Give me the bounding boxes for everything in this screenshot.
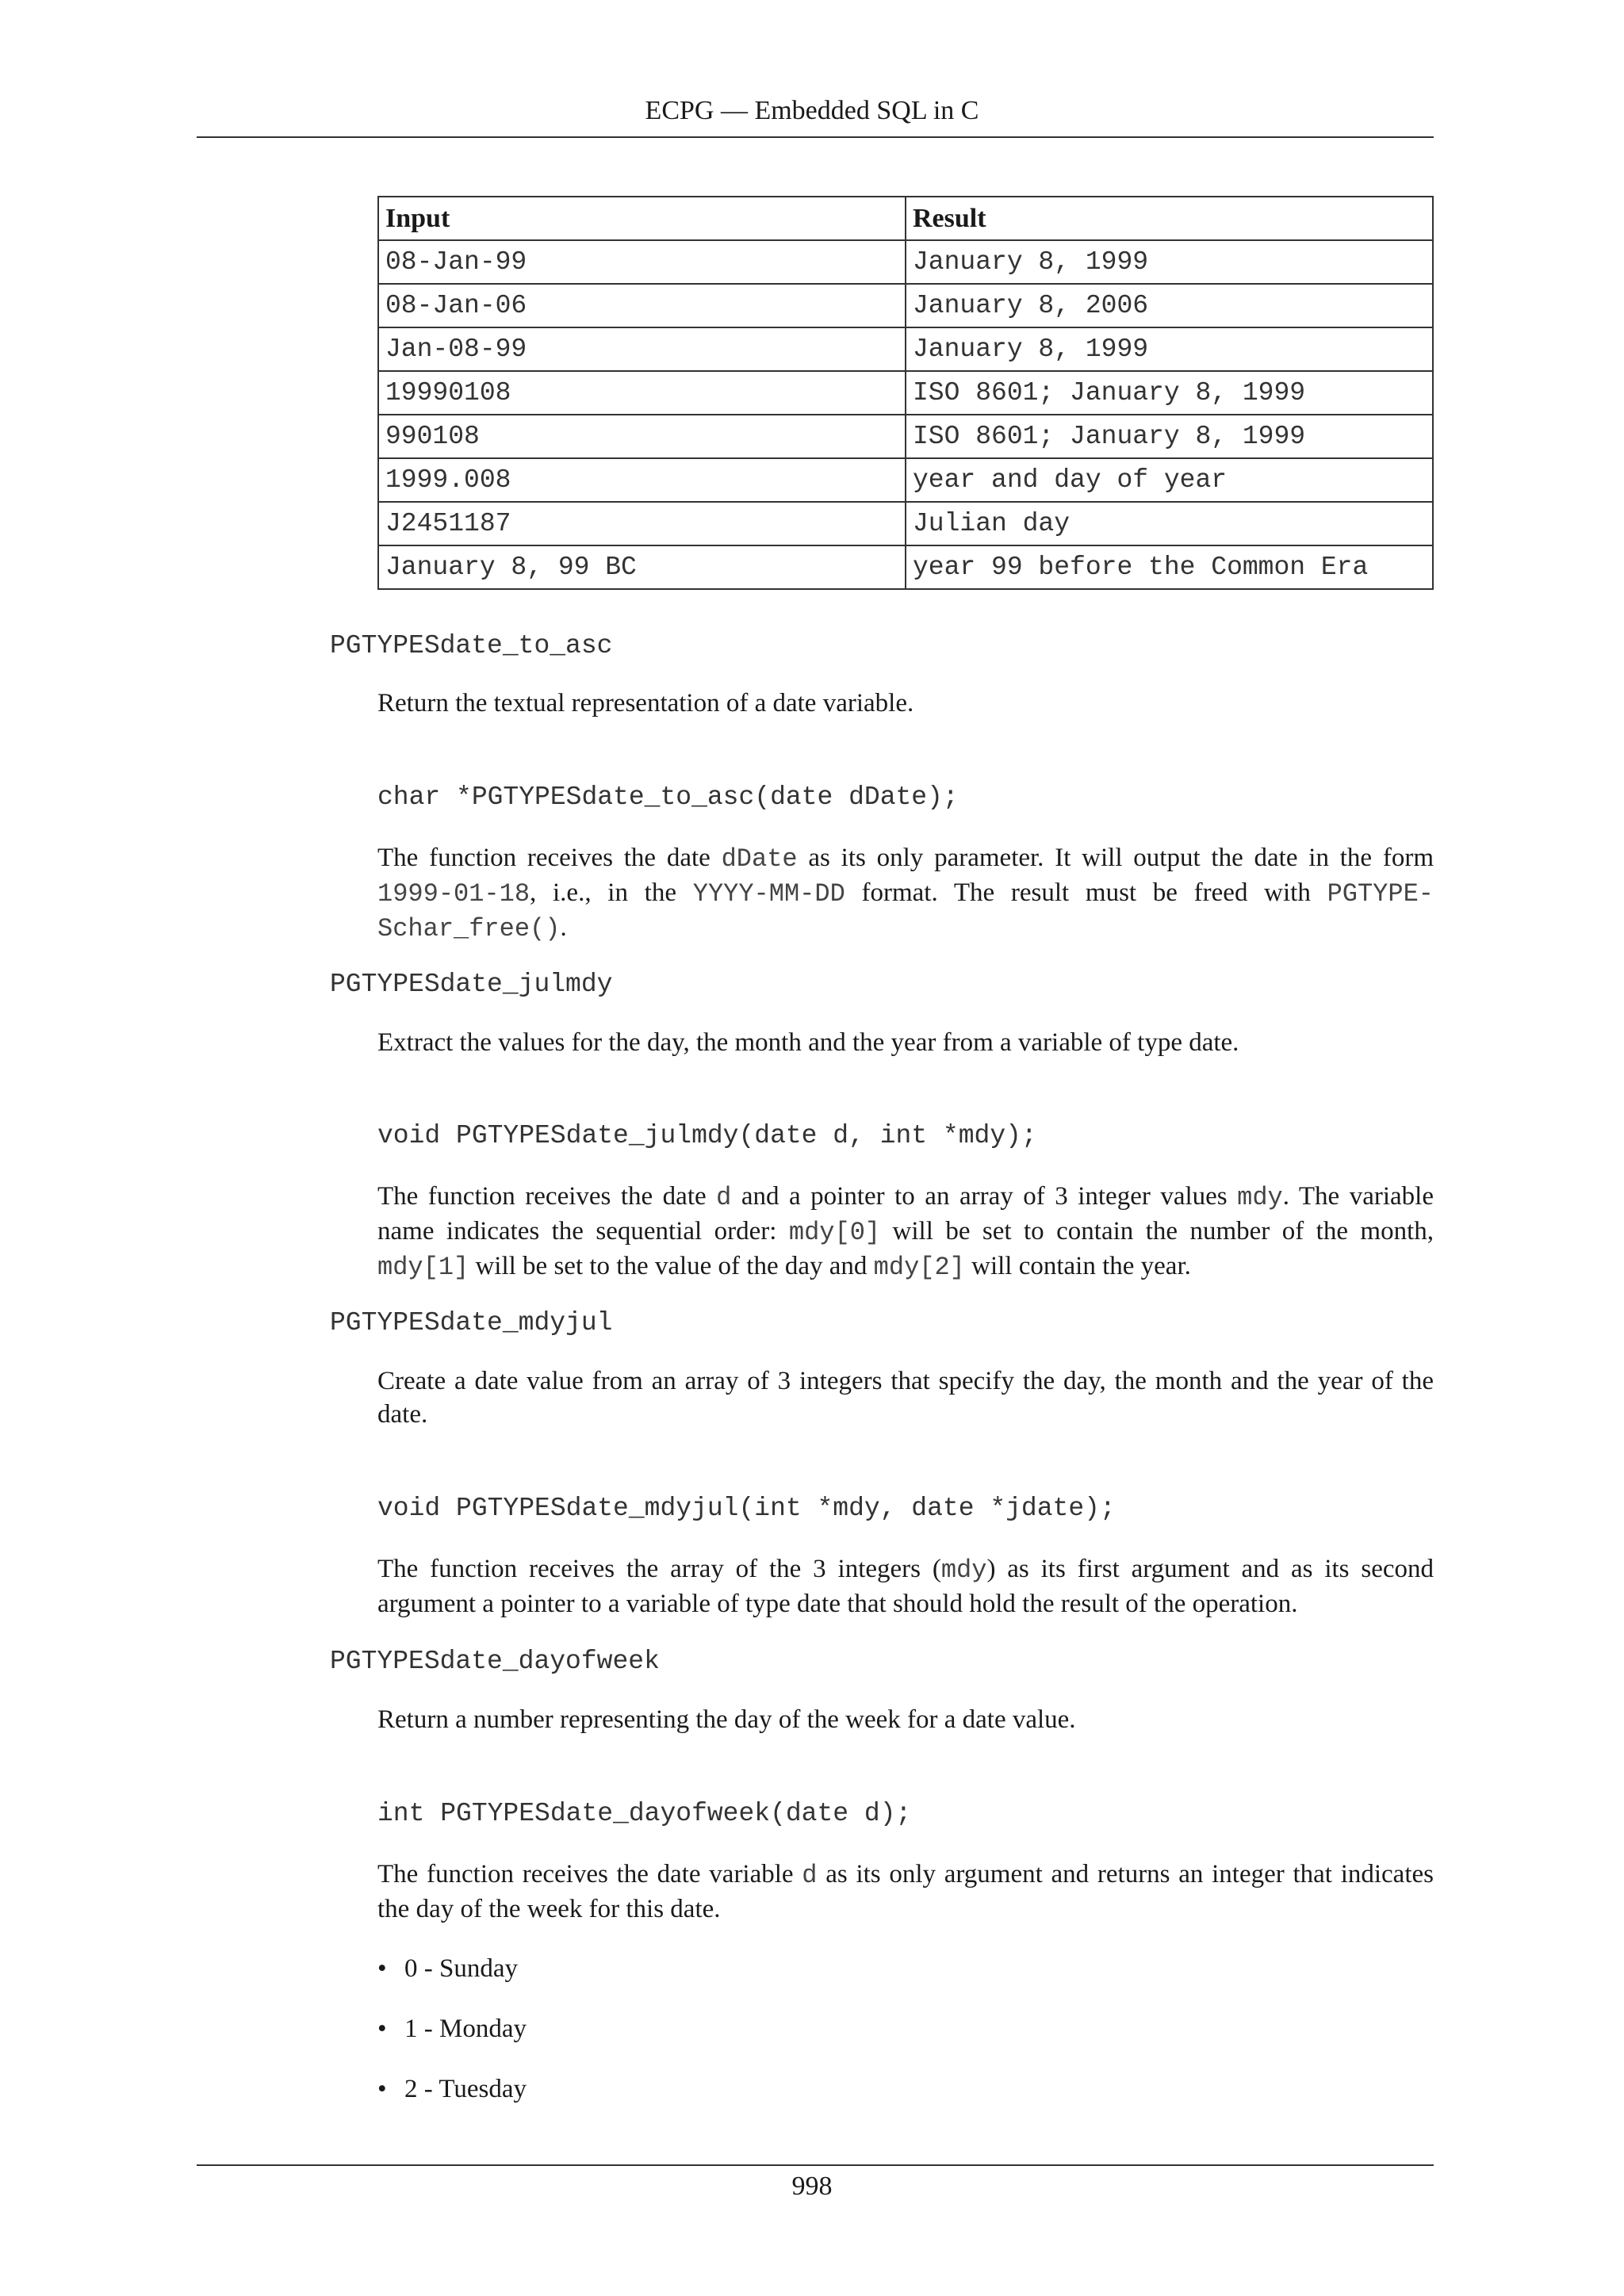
column-header: Input (378, 197, 906, 240)
table-row (378, 458, 1433, 502)
table-row (378, 371, 1433, 415)
function-signature: void PGTYPESdate_mdyjul(int *mdy, date *jdate); (377, 1494, 1116, 1523)
footer-rule (197, 2164, 1434, 2166)
table-row (378, 545, 1433, 589)
table-row (378, 240, 1433, 284)
table-row (378, 502, 1433, 545)
table-cell-input: 1999.008 (378, 458, 906, 502)
table-cell-input: 08-Jan-99 (378, 240, 906, 284)
table-cell-input: January 8, 99 BC (378, 545, 906, 589)
function-term-julmdy: PGTYPESdate_julmdy (330, 970, 613, 999)
table-cell-result: January 8, 2006 (906, 284, 1433, 327)
function-term-dayofweek: PGTYPESdate_dayofweek (330, 1647, 660, 1676)
function-details: The function receives the date variable d as its only argument and returns an integer that indicates the day of the week for this date. (377, 1860, 1434, 1923)
table-cell-input: J2451187 (378, 502, 906, 545)
function-term-mdyjul: PGTYPESdate_mdyjul (330, 1308, 613, 1337)
function-details: The function receives the date dDate as its only parameter. It will output the date in the form 1999-01-18, i.e., in the YYYY-MM-DD format. The result must be freed with PGTYPE-Schar_free(). (377, 844, 1434, 943)
function-signature: char *PGTYPESdate_to_asc(date dDate); (377, 783, 959, 812)
list-item: • 2 - Tuesday (377, 2072, 527, 2106)
list-item: • 1 - Monday (377, 2012, 527, 2045)
table-header-row (378, 197, 1433, 240)
table-row (378, 284, 1433, 327)
table-cell-result: ISO 8601; January 8, 1999 (906, 371, 1433, 415)
table-cell-input: Jan-08-99 (378, 327, 906, 371)
table-row (378, 415, 1433, 458)
bullet-icon: • (377, 2075, 387, 2103)
table-cell-result: Julian day (906, 502, 1433, 545)
function-details: The function receives the array of the 3 integers (mdy) as its first argument and as its second argument a pointer to a variable of type date that should hold the result of the operation. (377, 1555, 1434, 1618)
bullet-icon: • (377, 2015, 387, 2043)
function-description: Create a date value from an array of 3 integers that specify the day, the month and the year of the date. (377, 1367, 1434, 1429)
table-cell-input: 08-Jan-06 (378, 284, 906, 327)
column-header: Result (906, 197, 1433, 240)
page-number: 998 (791, 2172, 833, 2201)
table-cell-result: January 8, 1999 (906, 327, 1433, 371)
header-rule (197, 136, 1434, 138)
function-signature: void PGTYPESdate_julmdy(date d, int *mdy); (377, 1121, 1037, 1150)
table-cell-result: January 8, 1999 (906, 240, 1433, 284)
table-row (378, 327, 1433, 371)
table-cell-result: year and day of year (906, 458, 1433, 502)
table-cell-input: 19990108 (378, 371, 906, 415)
function-description: Return a number representing the day of the week for a date value. (377, 1705, 1076, 1734)
list-item: • 0 - Sunday (377, 1952, 518, 1985)
function-description: Extract the values for the day, the month and the year from a variable of type date. (377, 1028, 1239, 1057)
table-cell-input: 990108 (378, 415, 906, 458)
table-cell-result: year 99 before the Common Era (906, 545, 1433, 589)
function-term-to-asc: PGTYPESdate_to_asc (330, 631, 613, 660)
function-details: The function receives the date d and a pointer to an array of 3 integer values mdy. The variable name indicates the sequential order: mdy[0] will be set to contain the number of the month, mdy[1] will be set to the value of the day and mdy[2] will contain the year. (377, 1182, 1434, 1282)
function-signature: int PGTYPESdate_dayofweek(date d); (377, 1799, 912, 1828)
function-description: Return the textual representation of a date variable. (377, 689, 914, 718)
date-input-table (377, 196, 1434, 590)
page-header-title: ECPG — Embedded SQL in C (645, 96, 979, 125)
table-cell-result: ISO 8601; January 8, 1999 (906, 415, 1433, 458)
bullet-icon: • (377, 1954, 387, 1983)
